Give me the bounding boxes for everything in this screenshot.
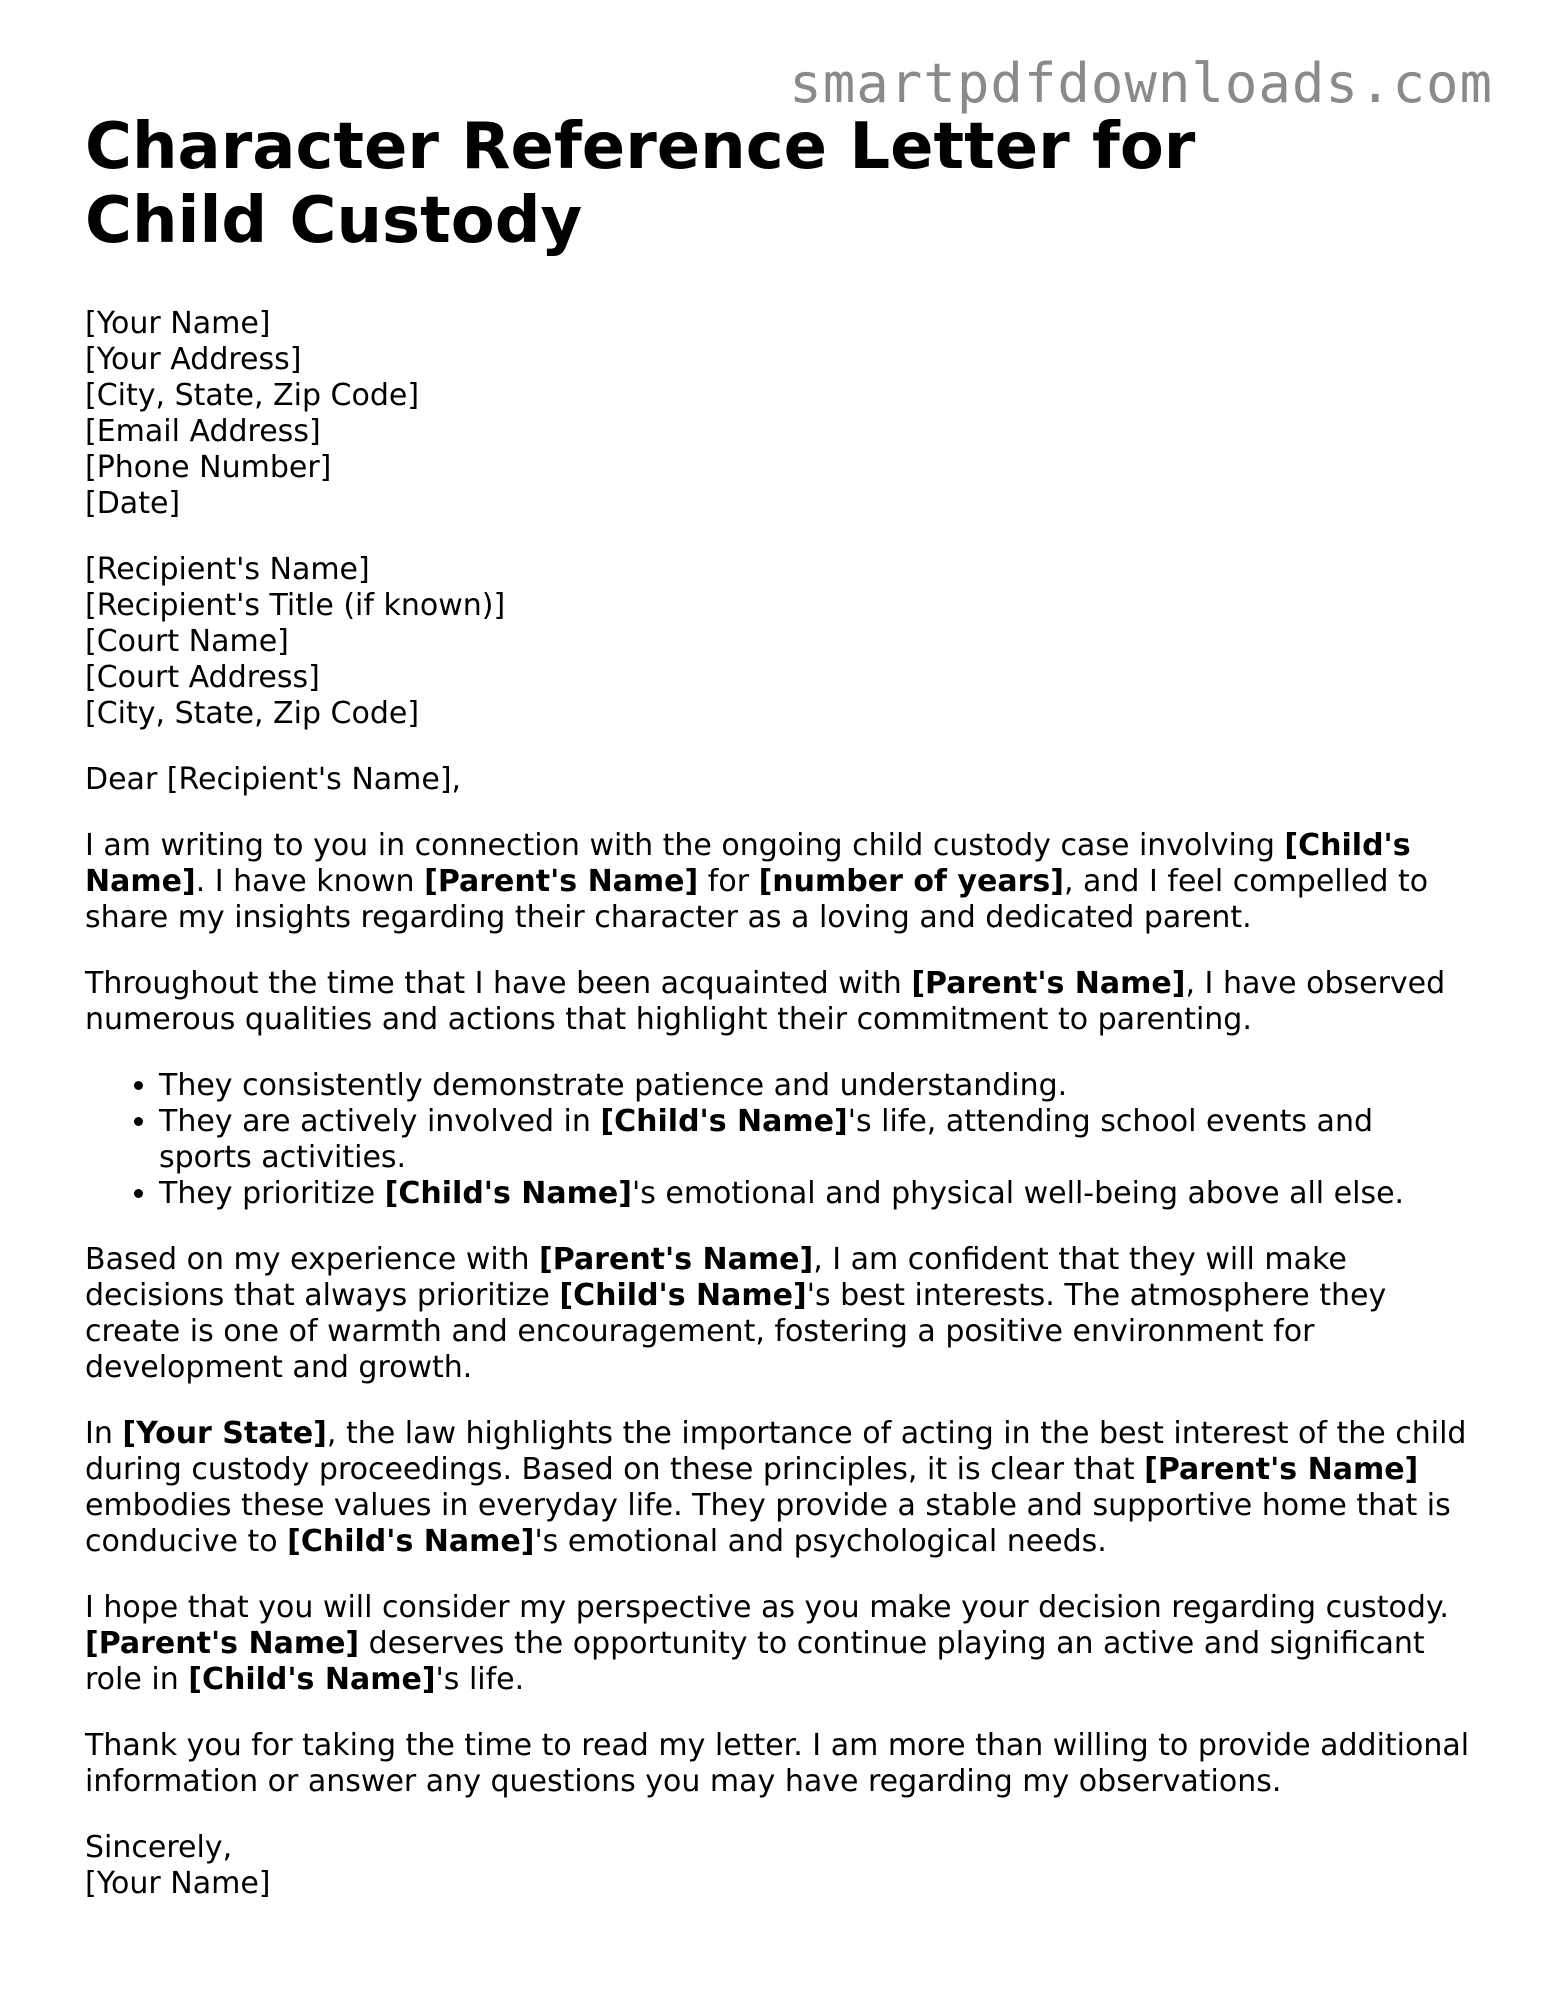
salutation: Dear [Recipient's Name], [85,762,462,797]
placeholder-child-name: [Child's Name] [85,828,1411,899]
list-item: • They are actively involved in [Child's Name]'s life, attending school events and sports activities. [159,1104,1475,1176]
placeholder-number-of-years: [number of years] [758,864,1064,899]
recipient-title: [Recipient's Title (if known)] [85,588,506,623]
qualities-list [85,1068,1475,1212]
placeholder-child-name: [Child's Name] [287,1524,535,1559]
placeholder-child-name: [Child's Name] [559,1278,807,1313]
placeholder-your-state: [Your State] [122,1416,327,1451]
court-address: [Court Address] [85,660,320,695]
recipient-city: [City, State, Zip Code] [85,696,420,731]
watermark: smartpdfdownloads.com [789,52,1493,115]
court-name: [Court Name] [85,624,289,659]
closing-block [85,1830,1475,1902]
placeholder-parent-name: [Parent's Name] [911,966,1186,1001]
paragraph-confidence: Based on my experience with [Parent's Name], I am confident that they will make decisions that always prioritize [Child's Name]'s best interests. The atmosphere they create is one of warmth and encouragement, fostering a positive environment for development and growth. [85,1242,1387,1385]
list-item: • They prioritize [Child's Name]'s emotional and physical well-being above all else. [159,1176,1475,1212]
placeholder-child-name: [Child's Name] [600,1104,848,1139]
paragraph-observations: Throughout the time that I have been acquainted with [Parent's Name], I have observed numerous qualities and actions that highlight their commitment to parenting. [85,966,1446,1037]
sender-address: [Your Address] [85,342,302,377]
placeholder-parent-name: [Parent's Name] [85,1626,360,1661]
recipient-block [85,552,1475,732]
sender-phone: [Phone Number] [85,450,332,485]
placeholder-parent-name: [Parent's Name] [539,1242,814,1277]
list-item: • They consistently demonstrate patience and understanding. [159,1068,1475,1104]
sender-city: [City, State, Zip Code] [85,378,420,413]
paragraph-perspective: I hope that you will consider my perspective as you make your decision regarding custody. [Parent's Name] deserves the opportunity to continue playing an active and significant role in [Child's Name]'s life. [85,1590,1449,1697]
letter-page [85,110,1475,1932]
placeholder-parent-name: [Parent's Name] [424,864,699,899]
paragraph-intro: I am writing to you in connection with the ongoing child custody case involving [Child's Name]. I have known [Parent's Name] for [number of years], and I feel compelled to share my insights regarding their character as a loving and dedicated parent. [85,828,1429,935]
placeholder-parent-name: [Parent's Name] [1144,1452,1419,1487]
recipient-name: [Recipient's Name] [85,552,370,587]
sender-email: [Email Address] [85,414,321,449]
paragraph-thanks: Thank you for taking the time to read my letter. I am more than willing to provide additional information or answer any questions you may have regarding my observations. [85,1728,1470,1799]
sender-block [85,306,1475,522]
placeholder-child-name: [Child's Name] [384,1176,632,1211]
closing: Sincerely, [85,1830,233,1865]
sender-name: [Your Name] [85,306,271,341]
placeholder-child-name: [Child's Name] [188,1662,436,1697]
page-title: Character Reference Letter for Child Custody [85,110,1196,258]
signature: [Your Name] [85,1866,271,1901]
sender-date: [Date] [85,486,181,521]
paragraph-law: In [Your State], the law highlights the importance of acting in the best interest of the child during custody proceedings. Based on these principles, it is clear that [Parent's Name] embodies these values in everyday life. They provide a stable and supportive home that is conducive to [Child's Name]'s emotional and psychological needs. [85,1416,1467,1559]
